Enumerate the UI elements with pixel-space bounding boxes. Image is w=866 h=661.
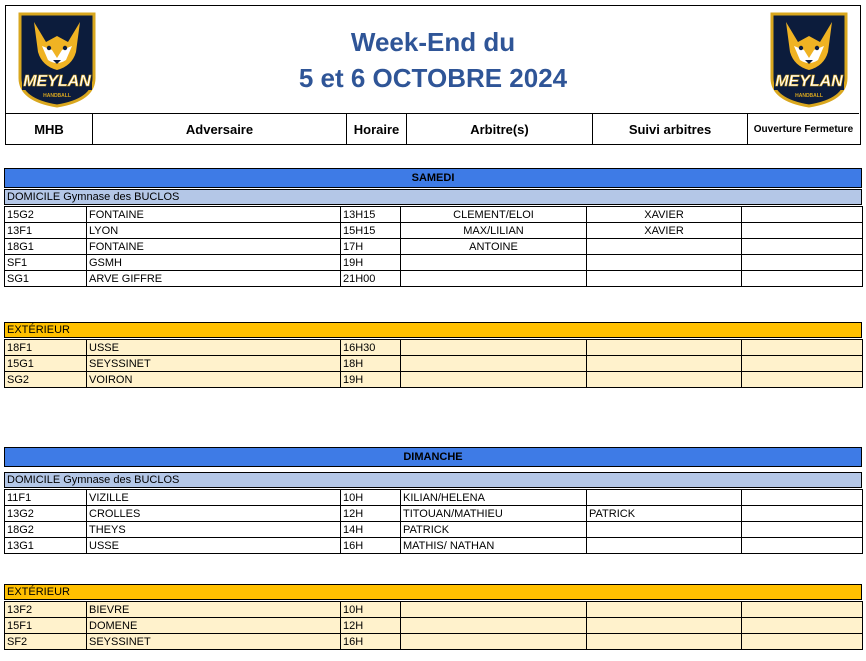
column-headers (6, 113, 859, 145)
referees-cell: KILIAN/HELENA (401, 490, 587, 506)
follow-cell (587, 255, 742, 271)
follow-cell: XAVIER (587, 223, 742, 239)
referees-cell (401, 255, 587, 271)
time-cell: 15H15 (341, 223, 401, 239)
team-cell: 13G1 (5, 538, 87, 554)
referees-cell (401, 340, 587, 356)
opponent-cell: SEYSSINET (87, 356, 341, 372)
opponent-cell: LYON (87, 223, 341, 239)
team-cell: 18G2 (5, 522, 87, 538)
away-table-samedi (4, 339, 863, 388)
home-label-samedi: DOMICILE Gymnase des BUCLOS (4, 189, 862, 205)
opening-cell (742, 340, 863, 356)
opponent-cell: GSMH (87, 255, 341, 271)
meylan-handball-logo-right (764, 8, 854, 108)
follow-cell (587, 239, 742, 255)
time-cell: 10H (341, 490, 401, 506)
table-row (5, 538, 863, 554)
table-row (5, 506, 863, 522)
team-cell: 13G2 (5, 506, 87, 522)
team-cell: SG1 (5, 271, 87, 287)
follow-cell (587, 340, 742, 356)
table-row (5, 340, 863, 356)
team-cell: 18G1 (5, 239, 87, 255)
follow-cell (587, 602, 742, 618)
opening-cell (742, 602, 863, 618)
time-cell: 14H (341, 522, 401, 538)
home-table-dimanche (4, 489, 863, 554)
referees-cell: TITOUAN/MATHIEU (401, 506, 587, 522)
time-cell: 16H (341, 634, 401, 650)
table-row (5, 239, 863, 255)
time-cell: 12H (341, 506, 401, 522)
time-cell: 16H30 (341, 340, 401, 356)
opponent-cell: FONTAINE (87, 207, 341, 223)
follow-cell (587, 538, 742, 554)
follow-cell (587, 271, 742, 287)
team-cell: 15G2 (5, 207, 87, 223)
opponent-cell: BIEVRE (87, 602, 341, 618)
opening-cell (742, 372, 863, 388)
day-bar-samedi: SAMEDI (4, 168, 862, 188)
time-cell: 12H (341, 618, 401, 634)
table-row (5, 490, 863, 506)
opponent-cell: CROLLES (87, 506, 341, 522)
referees-cell: MATHIS/ NATHAN (401, 538, 587, 554)
home-label-dimanche: DOMICILE Gymnase des BUCLOS (4, 472, 862, 488)
team-cell: 11F1 (5, 490, 87, 506)
opening-cell (742, 255, 863, 271)
opening-cell (742, 490, 863, 506)
page-header (5, 5, 861, 145)
team-cell: 15F1 (5, 618, 87, 634)
referees-cell (401, 602, 587, 618)
team-cell: SF1 (5, 255, 87, 271)
table-row (5, 271, 863, 287)
table-row (5, 255, 863, 271)
table-row (5, 207, 863, 223)
time-cell: 10H (341, 602, 401, 618)
opponent-cell: THEYS (87, 522, 341, 538)
table-row (5, 634, 863, 650)
away-label-dimanche: EXTÉRIEUR (4, 584, 862, 600)
referees-cell: MAX/LILIAN (401, 223, 587, 239)
team-cell: 15G1 (5, 356, 87, 372)
col-header-ouverture: Ouverture Fermeture (753, 124, 854, 135)
referees-cell: PATRICK (401, 522, 587, 538)
away-table-dimanche (4, 601, 863, 650)
time-cell: 17H (341, 239, 401, 255)
opening-cell (742, 207, 863, 223)
team-cell: 13F1 (5, 223, 87, 239)
opening-cell (742, 239, 863, 255)
team-cell: SG2 (5, 372, 87, 388)
table-row (5, 602, 863, 618)
follow-cell (587, 618, 742, 634)
title-line-2: 5 et 6 OCTOBRE 2024 (298, 63, 568, 93)
team-cell: 18F1 (5, 340, 87, 356)
follow-cell: PATRICK (587, 506, 742, 522)
time-cell: 18H (341, 356, 401, 372)
page-title (6, 24, 860, 96)
referees-cell (401, 271, 587, 287)
time-cell: 13H15 (341, 207, 401, 223)
team-cell: SF2 (5, 634, 87, 650)
col-header-horaire: Horaire (347, 114, 407, 145)
follow-cell (587, 372, 742, 388)
follow-cell (587, 490, 742, 506)
follow-cell: XAVIER (587, 207, 742, 223)
table-row (5, 223, 863, 239)
away-label-samedi: EXTÉRIEUR (4, 322, 862, 338)
opponent-cell: ARVE GIFFRE (87, 271, 341, 287)
table-row (5, 618, 863, 634)
opening-cell (742, 618, 863, 634)
opponent-cell: DOMENE (87, 618, 341, 634)
col-header-suivi: Suivi arbitres (593, 114, 748, 145)
time-cell: 19H (341, 372, 401, 388)
referees-cell (401, 618, 587, 634)
referees-cell (401, 634, 587, 650)
opening-cell (742, 223, 863, 239)
follow-cell (587, 356, 742, 372)
opponent-cell: USSE (87, 340, 341, 356)
follow-cell (587, 522, 742, 538)
time-cell: 19H (341, 255, 401, 271)
opening-cell (742, 634, 863, 650)
opponent-cell: USSE (87, 538, 341, 554)
opening-cell (742, 538, 863, 554)
opening-cell (742, 356, 863, 372)
table-row (5, 372, 863, 388)
day-bar-dimanche: DIMANCHE (4, 447, 862, 467)
team-cell: 13F2 (5, 602, 87, 618)
home-table-samedi (4, 206, 863, 287)
opening-cell (742, 506, 863, 522)
referees-cell (401, 356, 587, 372)
referees-cell: CLEMENT/ELOI (401, 207, 587, 223)
opening-cell (742, 271, 863, 287)
referees-cell (401, 372, 587, 388)
col-header-adversaire: Adversaire (93, 114, 347, 145)
opening-cell (742, 522, 863, 538)
opponent-cell: VOIRON (87, 372, 341, 388)
opponent-cell: VIZILLE (87, 490, 341, 506)
referees-cell: ANTOINE (401, 239, 587, 255)
title-line-1: Week-End du (350, 27, 516, 57)
follow-cell (587, 634, 742, 650)
table-row (5, 356, 863, 372)
col-header-mhb: MHB (6, 114, 93, 145)
time-cell: 16H (341, 538, 401, 554)
time-cell: 21H00 (341, 271, 401, 287)
col-header-arbitres: Arbitre(s) (407, 114, 593, 145)
opponent-cell: FONTAINE (87, 239, 341, 255)
opponent-cell: SEYSSINET (87, 634, 341, 650)
table-row (5, 522, 863, 538)
